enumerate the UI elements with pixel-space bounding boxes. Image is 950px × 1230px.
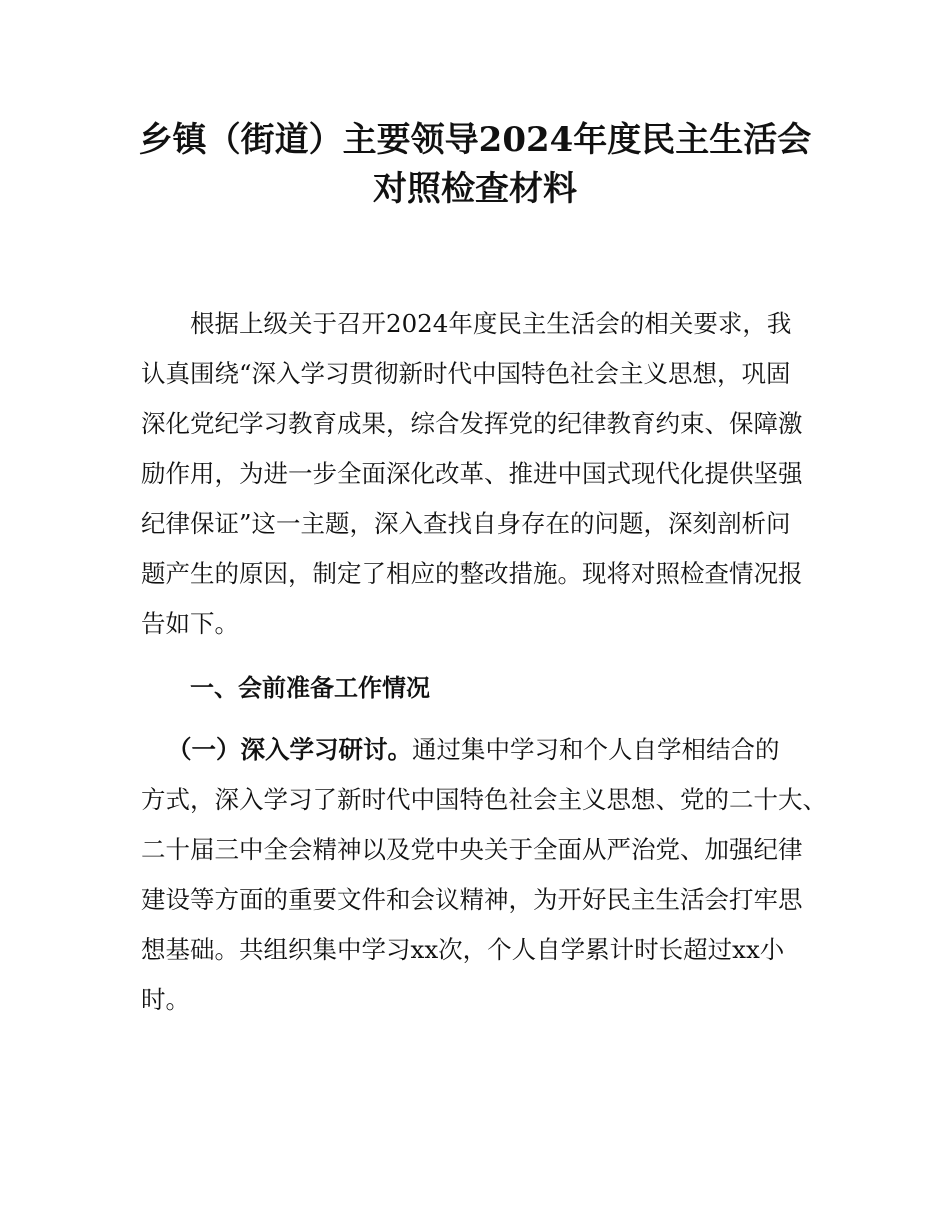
intro-line-4: 励作用，为进一步全面深化改革、推进中国式现代化提供坚强 xyxy=(141,459,803,488)
subsection-label: （一）深入学习研讨。 xyxy=(167,735,412,764)
intro-line-1: 根据上级关于召开2024年度民主生活会的相关要求，我 xyxy=(190,309,792,338)
subsection-line-1-text: 通过集中学习和个人自学相结合的 xyxy=(412,735,780,764)
subsection-line-2: 方式，深入学习了新时代中国特色社会主义思想、党的二十大、 xyxy=(141,785,827,814)
intro-line-6: 题产生的原因，制定了相应的整改措施。现将对照检查情况报 xyxy=(141,559,803,588)
intro-line-3: 深化党纪学习教育成果，综合发挥党的纪律教育约束、保障激 xyxy=(141,409,803,438)
intro-line-5: 纪律保证”这一主题，深入查找自身存在的问题，深刻剖析问 xyxy=(141,509,791,538)
section-heading-1: 一、会前准备工作情况 xyxy=(190,674,430,702)
subsection-line-6: 时。 xyxy=(141,985,190,1014)
subsection-line-1 xyxy=(167,732,780,768)
subsection-line-4: 建设等方面的重要文件和会议精神，为开好民主生活会打牢思 xyxy=(141,885,803,914)
document-title-line-2: 对照检查材料 xyxy=(373,169,577,209)
subsection-line-3: 二十届三中全会精神以及党中央关于全面从严治党、加强纪律 xyxy=(141,835,803,864)
intro-line-2: 认真围绕“深入学习贯彻新时代中国特色社会主义思想，巩固 xyxy=(141,359,791,388)
document-title-line-1: 乡镇（街道）主要领导2024年度民主生活会 xyxy=(138,120,812,160)
subsection-line-5: 想基础。共组织集中学习xx次，个人自学累计时长超过xx小 xyxy=(141,935,785,964)
intro-line-7: 告如下。 xyxy=(141,609,239,638)
